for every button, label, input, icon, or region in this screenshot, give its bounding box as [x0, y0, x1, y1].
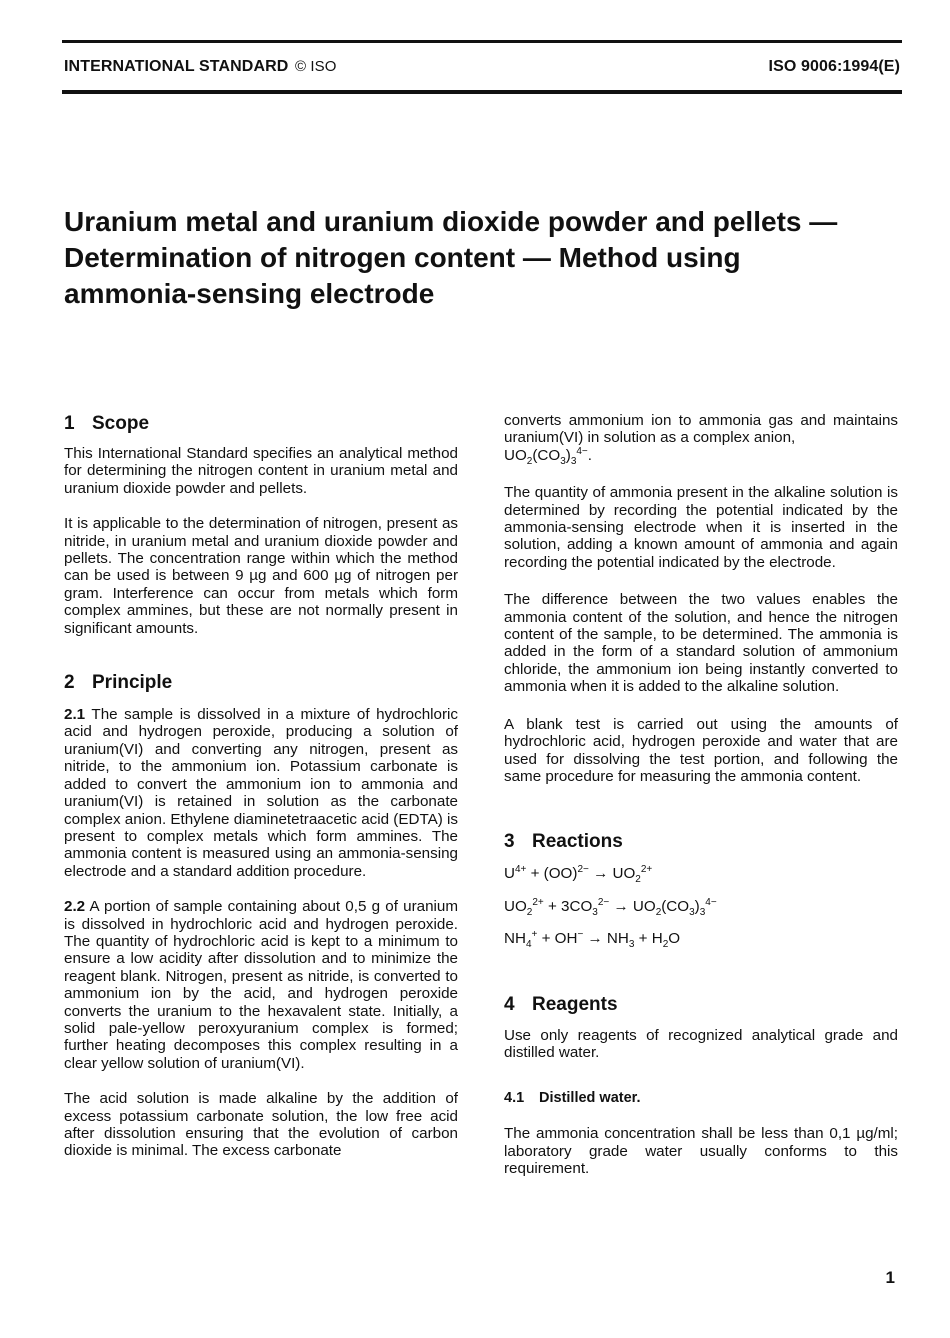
section-title: Reagents	[532, 993, 618, 1015]
left-column	[64, 412, 458, 1160]
reaction-arrow: →	[583, 930, 607, 948]
equation-subscript: 3	[628, 939, 635, 951]
equation-term: UO	[504, 897, 527, 915]
formula-subscript: 3	[560, 455, 566, 467]
equation-superscript: +	[531, 929, 538, 941]
title-line-2: Determination of nitrogen content — Method using	[64, 242, 741, 273]
reaction-equation-1	[504, 864, 898, 886]
reagents-paragraph-2: The ammonia concentration shall be less than 0,1 µg/ml; laboratory grade water usually conforms to this requirement.	[504, 1125, 898, 1178]
title-line-1: Uranium metal and uranium dioxide powder and pellets —	[64, 206, 838, 237]
reaction-arrow: →	[588, 865, 613, 883]
equation-superscript: 2−	[577, 864, 589, 876]
formula-subscript: 3	[570, 455, 577, 467]
equation-term: (CO	[661, 897, 690, 915]
formula-subscript: 2	[526, 455, 533, 467]
reaction-equation-2	[504, 896, 898, 918]
section-heading-scope	[64, 412, 458, 436]
equation-term: NH	[504, 930, 526, 948]
clause-number: 2.2	[64, 898, 86, 916]
equation-term: )	[694, 897, 700, 915]
header-rule-top	[62, 40, 902, 43]
formula-part: UO	[504, 446, 527, 464]
continued-text: converts ammonium ion to ammonia gas and maintains uranium(VI) in solution as a complex anion,	[504, 412, 898, 447]
subsection-heading-distilled-water	[504, 1089, 898, 1107]
equation-term: + (OO)	[526, 865, 578, 883]
principle-paragraph-2-1	[64, 706, 458, 880]
section-title: Reactions	[532, 831, 623, 853]
equation-subscript: 4	[525, 939, 532, 951]
complex-anion-formula	[504, 445, 593, 467]
equation-subscript: 3	[689, 906, 695, 918]
equation-subscript: 2	[662, 939, 669, 951]
header-rule-bottom	[62, 90, 902, 94]
principle-paragraph-2-2	[64, 898, 458, 1072]
principle-paragraph-6: A blank test is carried out using the amounts of hydrochloric acid, hydrogen peroxide and water that are used for dissolving the test portion, and following the same procedure for measuring the ammonia content.	[504, 715, 898, 785]
formula-period: .	[587, 446, 593, 464]
header-standard-label: INTERNATIONAL STANDARD	[64, 58, 289, 75]
equation-superscript: 2−	[597, 896, 610, 908]
header-standard-type	[64, 58, 337, 76]
title-line-3: ammonia-sensing electrode	[64, 278, 435, 309]
section-heading-principle	[64, 671, 458, 695]
clause-number: 2.1	[64, 706, 86, 724]
equation-term: + 3CO	[543, 897, 593, 915]
scope-paragraph-2: It is applicable to the determination of nitrogen, present as nitride, in uranium metal and uranium dioxide powder and pellets. The concentration range within which the method can be used is between 9 µg and 600 µg of nitrogen per gram. Interference can occur from metals which form complex ammines, but these are not normally present in significant amounts.	[64, 515, 458, 637]
formula-part: )	[565, 446, 571, 464]
section-heading-reagents	[504, 993, 898, 1017]
equation-term: + H	[634, 930, 663, 948]
subsection-number: 4.1	[504, 1090, 525, 1107]
equation-superscript: 2+	[532, 896, 544, 908]
equation-subscript: 2	[655, 906, 662, 918]
principle-paragraph-3: The acid solution is made alkaline by the addition of excess potassium carbonate solution, the low free acid after dissolution ensuring that the evolution of carbon dioxide is minimal. The excess carbonate	[64, 1090, 458, 1160]
section-title: Principle	[92, 672, 173, 694]
page-number: 1	[885, 1268, 895, 1287]
equation-subscript: 3	[699, 906, 706, 918]
section-number: 4	[504, 993, 515, 1015]
clause-text: A portion of sample containing about 0,5 g of uranium is dissolved in hydrochloric acid and hydrogen peroxide. The quantity of hydrochloric acid is kept to a minimum to ensure a low acidity after dissolution and to minimize the reagent blank. Nitrogen, present as nitride, is converted to ammonium ion by the acid, and hydrogen peroxide converts the uranium to the hexavalent state. Initially, a solid pale-yellow peroxyuranium complex is formed; further heating decomposes this complex resulting in a clear yellow solution of uranium(VI).	[64, 898, 459, 1072]
equation-term: O	[668, 930, 681, 948]
reaction-equation-3	[504, 929, 898, 951]
formula-superscript: 4−	[576, 445, 588, 457]
principle-paragraph-3-continued	[504, 412, 898, 467]
equation-term: UO	[612, 865, 636, 883]
equation-superscript: 4−	[705, 896, 717, 908]
section-number: 1	[64, 413, 75, 434]
section-title: Scope	[92, 413, 150, 434]
equation-term: U	[504, 865, 515, 883]
equation-superscript: 4+	[514, 864, 527, 876]
formula-part: (CO	[532, 446, 561, 464]
reaction-arrow: →	[609, 897, 633, 915]
equation-superscript: −	[577, 929, 584, 941]
clause-text: The sample is dissolved in a mixture of hydrochloric acid and hydrogen peroxide, producing a solution of uranium(VI) and converting any nitrogen, present as nitride, to the ammonium ion. Potassium carbonate is added to convert the ammonium ion to ammonia and uranium(VI) is retained in solution as the carbonate complex anion. Ethylene diaminetetraacetic acid (EDTA) is present to complex metals which form ammines. The ammonia content is measured using an ammonia-sensing electrode and a standard addition procedure.	[64, 706, 458, 880]
scope-paragraph-1: This International Standard specifies an analytical method for determining the nitrogen content in uranium metal and uranium dioxide powder and pellets.	[64, 445, 458, 497]
reagents-paragraph-1: Use only reagents of recognized analytical grade and distilled water.	[504, 1026, 898, 1061]
section-number: 3	[504, 831, 515, 853]
principle-paragraph-4: The quantity of ammonia present in the alkaline solution is determined by recording the potential indicated by the ammonia-sensing electrode when it is inserted in the solution, adding a known amount of ammonia and again recording the potential indicated by the electrode.	[504, 484, 898, 571]
equation-term: NH	[606, 930, 629, 948]
right-column	[504, 412, 898, 1178]
equation-subscript: 3	[592, 906, 598, 918]
equation-term: UO	[632, 897, 656, 915]
header-copyright: © ISO	[294, 58, 337, 75]
equation-subscript: 2	[526, 906, 533, 918]
equation-term: + OH	[537, 930, 578, 948]
section-heading-reactions	[504, 830, 898, 854]
equation-superscript: 2+	[640, 864, 653, 876]
principle-paragraph-5: The difference between the two values enables the ammonia content of the solution, and hence the nitrogen content of the sample, to be determined. The ammonia is added in the form of a standard solution of ammonium chloride, the ammonium ion being instantly converted to ammonia when it is added to the alkaline solution.	[504, 591, 898, 696]
equation-subscript: 2	[635, 874, 641, 886]
header-document-number: ISO 9006:1994(E)	[768, 58, 900, 75]
document-title	[64, 204, 924, 312]
subsection-title: Distilled water.	[539, 1090, 641, 1107]
section-number: 2	[64, 672, 75, 694]
